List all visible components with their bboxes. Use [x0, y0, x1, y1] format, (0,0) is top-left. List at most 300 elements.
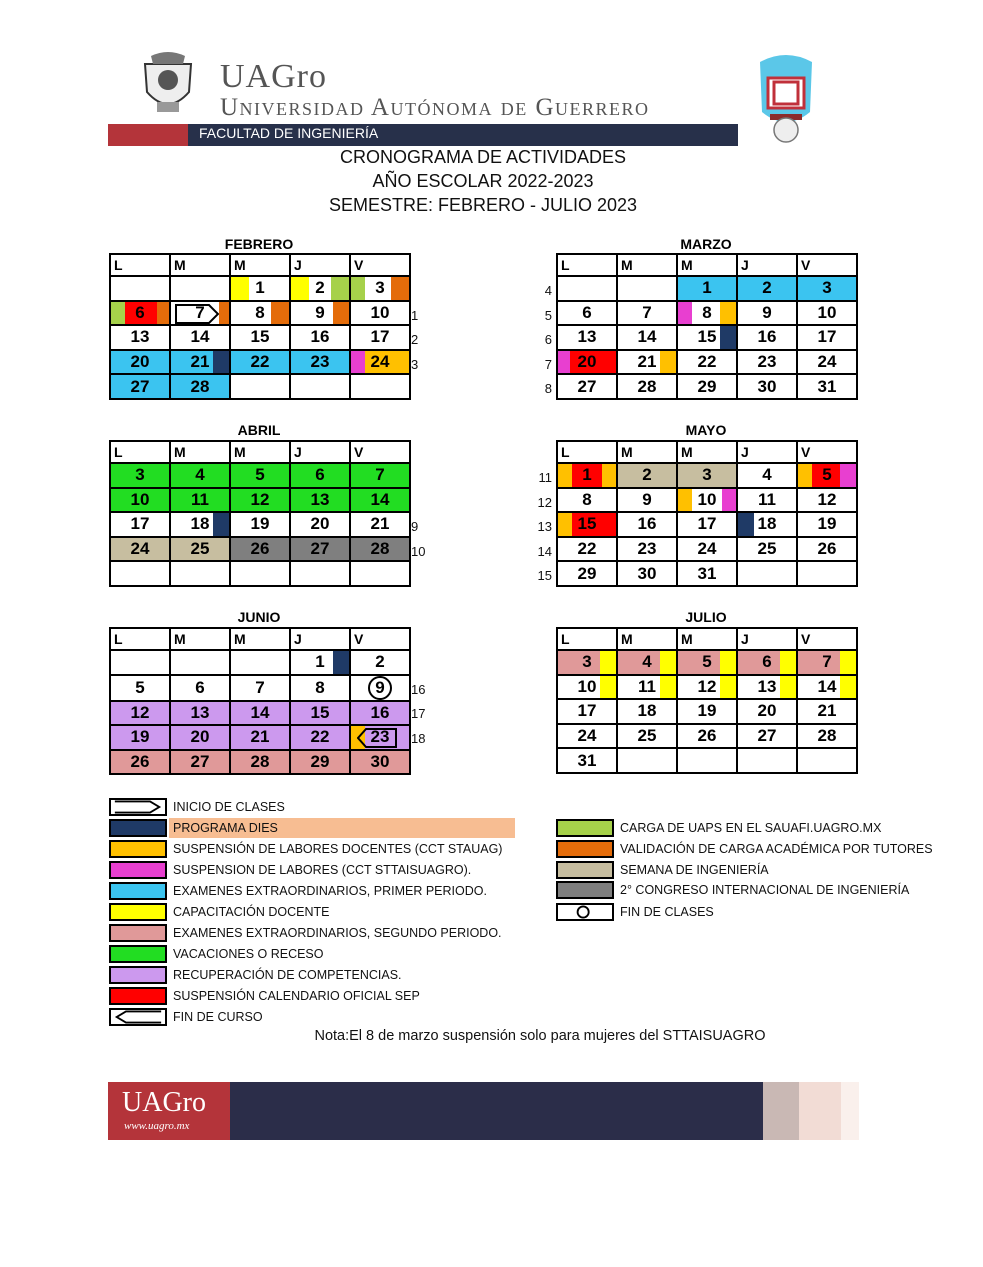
class-start-arrow-icon	[113, 800, 163, 814]
weekday-header: L	[110, 254, 170, 276]
day-number: 23	[310, 352, 330, 372]
calendar-day-cell	[737, 374, 797, 399]
event-color-strip	[600, 676, 616, 699]
day-number: 19	[250, 514, 270, 534]
calendar-day-cell	[797, 488, 857, 513]
calendar-day-cell	[797, 561, 857, 586]
day-number: 16	[370, 702, 390, 722]
week-number: 15	[537, 568, 552, 584]
day-number: 24	[370, 352, 390, 372]
day-number: 9	[315, 302, 325, 322]
calendar-day-cell	[677, 650, 737, 675]
event-color-strip	[722, 489, 736, 512]
day-number: 5	[135, 677, 145, 697]
calendar-day-cell	[737, 488, 797, 513]
day-number: 1	[702, 278, 712, 298]
calendar-day-cell	[170, 512, 230, 537]
day-number: 21	[817, 701, 837, 721]
calendar-day-cell	[737, 748, 797, 773]
event-color-strip	[351, 351, 365, 374]
calendar-week-row	[110, 561, 410, 586]
calendar-day-cell	[290, 374, 350, 399]
calendar-day-cell	[677, 699, 737, 724]
legend-swatch	[109, 1008, 167, 1026]
calendar-week-row	[110, 650, 410, 675]
calendar-day-cell	[617, 675, 677, 700]
calendar-day-cell	[737, 301, 797, 326]
calendar-day-cell	[110, 537, 170, 562]
calendar-week-row	[110, 512, 410, 537]
day-number: 17	[697, 514, 717, 534]
event-color-strip	[231, 277, 249, 300]
legend-label: EXAMENES EXTRAORDINARIOS, SEGUNDO PERIODO.	[173, 926, 502, 940]
legend-label: SUSPENSIÓN CALENDARIO OFICIAL SEP	[173, 989, 420, 1003]
weekday-header: M	[677, 441, 737, 463]
weekday-header: M	[617, 254, 677, 276]
calendar-week-row	[110, 488, 410, 513]
calendar-day-cell	[110, 675, 170, 701]
day-number: 15	[310, 702, 330, 722]
calendar-day-cell	[797, 748, 857, 773]
day-number: 20	[130, 352, 150, 372]
event-color-strip	[213, 351, 229, 374]
legend-label: VACACIONES O RECESO	[173, 947, 324, 961]
calendar-day-cell	[230, 463, 290, 488]
footer-shade-1	[763, 1082, 799, 1140]
day-number: 11	[191, 489, 209, 509]
calendar-day-cell	[677, 724, 737, 749]
weekday-header: M	[677, 628, 737, 650]
calendar-day-cell	[737, 276, 797, 301]
calendar-day-cell	[677, 748, 737, 773]
legend-swatch	[556, 819, 614, 837]
day-number: 25	[637, 726, 657, 746]
weekday-header: J	[290, 254, 350, 276]
calendar-day-cell	[350, 301, 410, 326]
calendar-day-cell	[110, 276, 170, 301]
week-number: 12	[537, 494, 552, 510]
calendar-day-cell	[350, 276, 410, 301]
day-number: 29	[577, 563, 597, 583]
calendar-day-cell	[797, 650, 857, 675]
event-color-strip	[660, 351, 676, 374]
event-color-strip	[602, 464, 616, 487]
calendar-day-cell	[170, 650, 230, 675]
weekday-header: J	[737, 628, 797, 650]
week-number: 10	[411, 543, 426, 559]
calendar-day-cell	[170, 325, 230, 350]
day-number: 18	[190, 514, 210, 534]
day-number: 6	[582, 302, 592, 322]
weekday-header: J	[290, 628, 350, 650]
month-title-abril: ABRIL	[237, 422, 281, 438]
day-number: 3	[822, 278, 832, 298]
day-number: 27	[310, 539, 330, 559]
legend-swatch	[556, 881, 614, 899]
calendar-junio	[109, 627, 411, 775]
day-number: 3	[702, 465, 712, 485]
week-number: 3	[411, 356, 419, 372]
legend-label: PROGRAMA DIES	[173, 821, 278, 835]
month-title-mayo: MAYO	[685, 422, 727, 438]
day-number: 26	[130, 752, 150, 772]
day-number: 1	[315, 652, 325, 672]
calendar-day-cell	[350, 537, 410, 562]
calendar-day-cell	[290, 650, 350, 675]
calendar-day-cell	[677, 463, 737, 488]
day-number: 21	[190, 352, 210, 372]
day-number: 5	[702, 652, 712, 672]
calendar-week-row	[110, 276, 410, 301]
calendar-day-cell	[797, 301, 857, 326]
title-line-2: AÑO ESCOLAR 2022-2023	[372, 171, 594, 191]
day-number: 26	[697, 726, 717, 746]
calendar-day-cell	[290, 463, 350, 488]
legend-swatch	[556, 903, 614, 921]
calendar-day-cell	[557, 488, 617, 513]
calendar-week-row	[110, 301, 410, 326]
calendar-marzo	[556, 253, 858, 400]
calendar-day-cell	[350, 750, 410, 775]
weekday-header: M	[677, 254, 737, 276]
legend-label: SUSPENSION DE LABORES (CCT STTAISUAGRO).	[173, 863, 472, 877]
calendar-day-cell	[170, 537, 230, 562]
week-number: 9	[411, 519, 419, 535]
calendar-day-cell	[557, 276, 617, 301]
weekday-header: V	[797, 441, 857, 463]
day-number: 18	[757, 514, 777, 534]
title-line-3: SEMESTRE: FEBRERO - JULIO 2023	[328, 195, 638, 215]
calendar-day-cell	[617, 276, 677, 301]
calendar-week-row	[110, 325, 410, 350]
calendar-day-cell	[617, 561, 677, 586]
day-number: 28	[637, 376, 657, 396]
calendar-day-cell	[230, 301, 290, 326]
day-number: 14	[250, 702, 270, 722]
day-number: 6	[315, 465, 325, 485]
calendar-day-cell	[290, 512, 350, 537]
weekday-header: M	[170, 628, 230, 650]
day-number: 5	[255, 465, 265, 485]
day-number: 10	[817, 302, 837, 322]
day-number: 2	[762, 278, 772, 298]
calendar-day-cell	[617, 374, 677, 399]
weekday-header: M	[170, 441, 230, 463]
calendar-day-cell	[290, 725, 350, 750]
day-number: 12	[130, 702, 150, 722]
day-number: 1	[582, 465, 592, 485]
calendar-day-cell	[677, 350, 737, 375]
calendar-week-row	[557, 301, 857, 326]
legend-swatch	[109, 840, 167, 858]
calendar-week-row	[110, 675, 410, 701]
weekday-header: J	[737, 441, 797, 463]
day-number: 7	[375, 465, 385, 485]
event-color-strip	[840, 464, 856, 487]
event-color-strip	[333, 651, 349, 674]
calendar-day-cell	[557, 374, 617, 399]
footer-url: www.uagro.mx	[124, 1120, 190, 1132]
day-number: 6	[135, 302, 145, 322]
calendar-day-cell	[170, 374, 230, 399]
event-color-strip	[840, 651, 856, 674]
day-number: 21	[250, 727, 270, 747]
calendar-mayo	[556, 440, 858, 587]
calendar-day-cell	[737, 675, 797, 700]
legend-swatch	[109, 924, 167, 942]
calendar-day-cell	[797, 512, 857, 537]
calendar-day-cell	[230, 650, 290, 675]
event-color-strip	[738, 513, 754, 536]
day-number: 19	[697, 701, 717, 721]
day-number: 28	[250, 752, 270, 772]
calendar-day-cell	[797, 374, 857, 399]
day-number: 13	[130, 327, 150, 347]
legend-label: EXAMENES EXTRAORDINARIOS, PRIMER PERIODO.	[173, 884, 487, 898]
day-number: 29	[310, 752, 330, 772]
faculty-seal-logo	[750, 52, 822, 144]
day-number: 13	[757, 676, 777, 696]
calendar-week-row	[557, 748, 857, 773]
calendar-week-row	[557, 488, 857, 513]
calendar-week-row	[557, 675, 857, 700]
calendar-day-cell	[170, 301, 230, 326]
calendar-day-cell	[797, 350, 857, 375]
weekday-header: V	[350, 628, 410, 650]
day-number: 10	[370, 302, 390, 322]
day-number: 26	[817, 539, 837, 559]
event-color-strip	[780, 676, 796, 699]
weekday-header: L	[110, 628, 170, 650]
event-color-strip	[271, 302, 289, 325]
legend-swatch	[556, 861, 614, 879]
event-color-strip	[157, 302, 169, 325]
calendar-week-row	[110, 374, 410, 399]
calendar-day-cell	[230, 537, 290, 562]
calendar-day-cell	[677, 488, 737, 513]
calendar-day-cell	[230, 350, 290, 375]
day-number: 9	[642, 489, 652, 509]
calendar-day-cell	[170, 750, 230, 775]
calendar-day-cell	[170, 561, 230, 586]
day-number: 7	[195, 302, 205, 322]
calendar-day-cell	[737, 561, 797, 586]
day-number: 24	[817, 352, 837, 372]
event-color-strip	[678, 302, 692, 325]
end-of-classes-icon	[560, 905, 610, 919]
calendar-day-cell	[737, 537, 797, 562]
calendar-day-cell	[230, 750, 290, 775]
calendar-day-cell	[290, 675, 350, 701]
calendar-day-cell	[557, 463, 617, 488]
day-number: 17	[370, 327, 390, 347]
weekday-header: M	[170, 254, 230, 276]
calendar-week-row	[110, 537, 410, 562]
calendar-day-cell	[350, 325, 410, 350]
calendar-day-cell	[110, 463, 170, 488]
day-number: 16	[310, 327, 330, 347]
calendar-day-cell	[677, 512, 737, 537]
day-number: 14	[817, 676, 837, 696]
calendar-day-cell	[797, 724, 857, 749]
day-number: 24	[130, 539, 150, 559]
calendar-day-cell	[290, 561, 350, 586]
calendar-day-cell	[737, 325, 797, 350]
calendar-week-row	[110, 750, 410, 775]
calendar-day-cell	[110, 325, 170, 350]
day-number: 26	[250, 539, 270, 559]
calendar-day-cell	[677, 561, 737, 586]
week-number: 4	[544, 283, 552, 298]
day-number: 27	[130, 376, 150, 396]
day-number: 3	[582, 652, 592, 672]
day-number: 25	[757, 539, 777, 559]
legend-label: SEMANA DE INGENIERÍA	[620, 863, 769, 877]
calendar-day-cell	[557, 512, 617, 537]
calendar-day-cell	[797, 463, 857, 488]
weekday-header: V	[797, 628, 857, 650]
day-number: 11	[758, 489, 776, 509]
weekday-header: V	[350, 254, 410, 276]
event-color-strip	[213, 513, 229, 536]
event-color-strip	[558, 464, 572, 487]
calendar-day-cell	[110, 488, 170, 513]
calendar-week-row	[557, 463, 857, 488]
event-color-strip	[600, 651, 616, 674]
day-number: 6	[762, 652, 772, 672]
calendar-day-cell	[737, 650, 797, 675]
calendar-day-cell	[170, 725, 230, 750]
event-color-strip	[111, 302, 125, 325]
week-number: 2	[411, 332, 419, 348]
calendar-day-cell	[557, 724, 617, 749]
day-number: 27	[757, 726, 777, 746]
event-color-strip	[840, 676, 856, 699]
day-number: 15	[250, 327, 270, 347]
calendar-day-cell	[797, 325, 857, 350]
month-title-junio: JUNIO	[237, 609, 281, 625]
calendar-day-cell	[170, 675, 230, 701]
day-number: 20	[577, 352, 597, 372]
calendar-day-cell	[617, 537, 677, 562]
month-title-febrero: FEBRERO	[224, 236, 294, 252]
week-number: 11	[538, 470, 552, 485]
week-number: 6	[544, 332, 552, 348]
calendar-day-cell	[677, 537, 737, 562]
weekday-header: L	[557, 628, 617, 650]
day-number: 4	[642, 652, 652, 672]
title-line-1: CRONOGRAMA DE ACTIVIDADES	[339, 147, 627, 167]
calendar-week-row	[557, 276, 857, 301]
calendar-day-cell	[110, 701, 170, 726]
day-number: 4	[762, 465, 772, 485]
legend-label: CARGA DE UAPS EN EL SAUAFI.UAGRO.MX	[620, 821, 882, 835]
day-number: 10	[697, 489, 717, 509]
event-color-strip	[678, 489, 692, 512]
day-number: 21	[637, 352, 657, 372]
legend-label: RECUPERACIÓN DE COMPETENCIAS.	[173, 968, 402, 982]
day-number: 24	[577, 726, 597, 746]
calendar-day-cell	[110, 561, 170, 586]
legend-label: SUSPENSIÓN DE LABORES DOCENTES (CCT STAUAG)	[173, 842, 503, 856]
calendar-week-row	[557, 724, 857, 749]
calendar-day-cell	[230, 675, 290, 701]
day-number: 8	[702, 302, 712, 322]
calendar-day-cell	[557, 561, 617, 586]
week-number: 7	[544, 356, 552, 372]
day-number: 12	[817, 489, 837, 509]
day-number: 30	[370, 752, 390, 772]
day-number: 31	[577, 750, 597, 770]
day-number: 10	[577, 676, 597, 696]
day-number: 20	[310, 514, 330, 534]
day-number: 21	[370, 514, 390, 534]
day-number: 11	[638, 676, 656, 696]
calendar-day-cell	[350, 650, 410, 675]
day-number: 24	[697, 539, 717, 559]
calendar-day-cell	[617, 724, 677, 749]
day-number: 30	[757, 376, 777, 396]
calendar-day-cell	[350, 374, 410, 399]
footer-brand: UAGro	[122, 1087, 206, 1118]
day-number: 12	[697, 676, 717, 696]
calendar-day-cell	[617, 699, 677, 724]
calendar-day-cell	[797, 537, 857, 562]
legend-label: CAPACITACIÓN DOCENTE	[173, 905, 330, 919]
weekday-header: M	[230, 441, 290, 463]
day-number: 15	[697, 327, 717, 347]
calendar-week-row	[557, 325, 857, 350]
weekday-header: L	[557, 254, 617, 276]
calendar-day-cell	[617, 748, 677, 773]
day-number: 25	[190, 539, 210, 559]
calendar-day-cell	[170, 488, 230, 513]
day-number: 22	[577, 539, 597, 559]
day-number: 6	[195, 677, 205, 697]
event-color-strip	[291, 277, 309, 300]
legend-label: VALIDACIÓN DE CARGA ACADÉMICA POR TUTORES	[620, 842, 933, 856]
calendar-day-cell	[737, 699, 797, 724]
calendar-week-row	[557, 374, 857, 399]
calendar-week-row	[557, 699, 857, 724]
week-number: 14	[537, 543, 552, 559]
day-number: 8	[315, 677, 325, 697]
day-number: 7	[255, 677, 265, 697]
week-number: 8	[544, 381, 552, 397]
day-number: 10	[130, 489, 150, 509]
calendar-day-cell	[350, 561, 410, 586]
calendar-day-cell	[290, 537, 350, 562]
calendar-day-cell	[617, 488, 677, 513]
calendar-day-cell	[290, 750, 350, 775]
legend-swatch	[109, 966, 167, 984]
day-number: 8	[255, 302, 265, 322]
calendar-week-row	[110, 463, 410, 488]
calendar-day-cell	[170, 276, 230, 301]
legend-swatch	[109, 987, 167, 1005]
calendar-week-row	[110, 350, 410, 375]
calendar-day-cell	[737, 724, 797, 749]
calendar-day-cell	[557, 650, 617, 675]
week-number: 1	[411, 307, 419, 323]
day-number: 7	[822, 652, 832, 672]
calendar-day-cell	[617, 350, 677, 375]
calendar-day-cell	[737, 463, 797, 488]
calendar-day-cell	[350, 701, 410, 726]
calendar-day-cell	[797, 675, 857, 700]
day-number: 2	[315, 278, 325, 298]
uagro-seal-logo	[137, 50, 199, 118]
